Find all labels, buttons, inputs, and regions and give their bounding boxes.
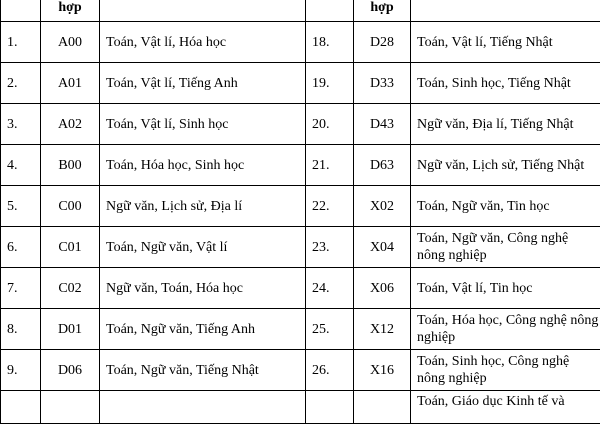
header-code-left: hợp <box>41 0 100 22</box>
row-number-right: 21. <box>306 145 354 186</box>
header-stt-right <box>306 0 354 22</box>
subjects-right: Ngữ văn, Địa lí, Tiếng Nhật <box>411 104 600 145</box>
subjects-left: Toán, Ngữ văn, Vật lí <box>100 227 306 268</box>
row-number-right: 23. <box>306 227 354 268</box>
subjects-right: Toán, Sinh học, Tiếng Nhật <box>411 63 600 104</box>
subjects-right: Toán, Giáo dục Kinh tế và <box>411 391 600 424</box>
table-row <box>1 145 600 186</box>
row-number-left: 5. <box>1 186 41 227</box>
row-number-right: 19. <box>306 63 354 104</box>
combination-code-left: A01 <box>41 63 100 104</box>
combination-code-right: D43 <box>354 104 411 145</box>
header-subjects-left <box>100 0 306 22</box>
subjects-left: Toán, Ngữ văn, Tiếng Anh <box>100 309 306 350</box>
combination-code-right: D63 <box>354 145 411 186</box>
row-number-left: 9. <box>1 350 41 391</box>
subjects-left: Ngữ văn, Toán, Hóa học <box>100 268 306 309</box>
combination-code-left: A02 <box>41 104 100 145</box>
combination-code-left: B00 <box>41 145 100 186</box>
table-row <box>1 186 600 227</box>
subjects-right: Toán, Ngữ văn, Tin học <box>411 186 600 227</box>
empty-cell <box>354 391 411 424</box>
row-number-left: 8. <box>1 309 41 350</box>
subjects-right: Ngữ văn, Lịch sử, Tiếng Nhật <box>411 145 600 186</box>
subjects-right: Toán, Hóa học, Công nghệ nông nghiệp <box>411 309 600 350</box>
subjects-left: Toán, Vật lí, Sinh học <box>100 104 306 145</box>
combination-code-left: D06 <box>41 350 100 391</box>
table-row <box>1 350 600 391</box>
combination-code-right: X16 <box>354 350 411 391</box>
combination-code-right: X12 <box>354 309 411 350</box>
header-code-right: hợp <box>354 0 411 22</box>
subjects-left: Ngữ văn, Lịch sử, Địa lí <box>100 186 306 227</box>
row-number-left: 3. <box>1 104 41 145</box>
table-row <box>1 104 600 145</box>
row-number-left: 6. <box>1 227 41 268</box>
header-subjects-right <box>411 0 600 22</box>
combination-code-left: C02 <box>41 268 100 309</box>
combination-code-right: D28 <box>354 22 411 63</box>
subjects-right: Toán, Vật lí, Tiếng Nhật <box>411 22 600 63</box>
combination-code-left: D01 <box>41 309 100 350</box>
row-number-left: 7. <box>1 268 41 309</box>
combination-code-right: X02 <box>354 186 411 227</box>
table-row <box>1 22 600 63</box>
row-number-left: 2. <box>1 63 41 104</box>
table-row <box>1 309 600 350</box>
row-number-right: 20. <box>306 104 354 145</box>
combination-code-right: X06 <box>354 268 411 309</box>
combination-code-left: C01 <box>41 227 100 268</box>
combination-code-left: A00 <box>41 22 100 63</box>
combination-code-left: C00 <box>41 186 100 227</box>
table-row <box>1 63 600 104</box>
header-stt-left <box>1 0 41 22</box>
row-number-right: 22. <box>306 186 354 227</box>
row-number-left: 4. <box>1 145 41 186</box>
combination-code-right: X04 <box>354 227 411 268</box>
subjects-left: Toán, Vật lí, Tiếng Anh <box>100 63 306 104</box>
subjects-right: Toán, Ngữ văn, Công nghệ nông nghiệp <box>411 227 600 268</box>
table-row <box>1 268 600 309</box>
empty-cell <box>100 391 306 424</box>
table-row <box>1 227 600 268</box>
subjects-left: Toán, Hóa học, Sinh học <box>100 145 306 186</box>
row-number-right: 18. <box>306 22 354 63</box>
subjects-left: Toán, Ngữ văn, Tiếng Nhật <box>100 350 306 391</box>
row-number-right: 26. <box>306 350 354 391</box>
empty-cell <box>306 391 354 424</box>
table-row-partial <box>1 391 600 424</box>
empty-cell <box>1 391 41 424</box>
subjects-right: Toán, Vật lí, Tin học <box>411 268 600 309</box>
row-number-right: 25. <box>306 309 354 350</box>
combination-code-right: D33 <box>354 63 411 104</box>
row-number-left: 1. <box>1 22 41 63</box>
empty-cell <box>41 391 100 424</box>
table-header-row <box>1 0 600 22</box>
subjects-right: Toán, Sinh học, Công nghệ nông nghiệp <box>411 350 600 391</box>
row-number-right: 24. <box>306 268 354 309</box>
subjects-left: Toán, Vật lí, Hóa học <box>100 22 306 63</box>
